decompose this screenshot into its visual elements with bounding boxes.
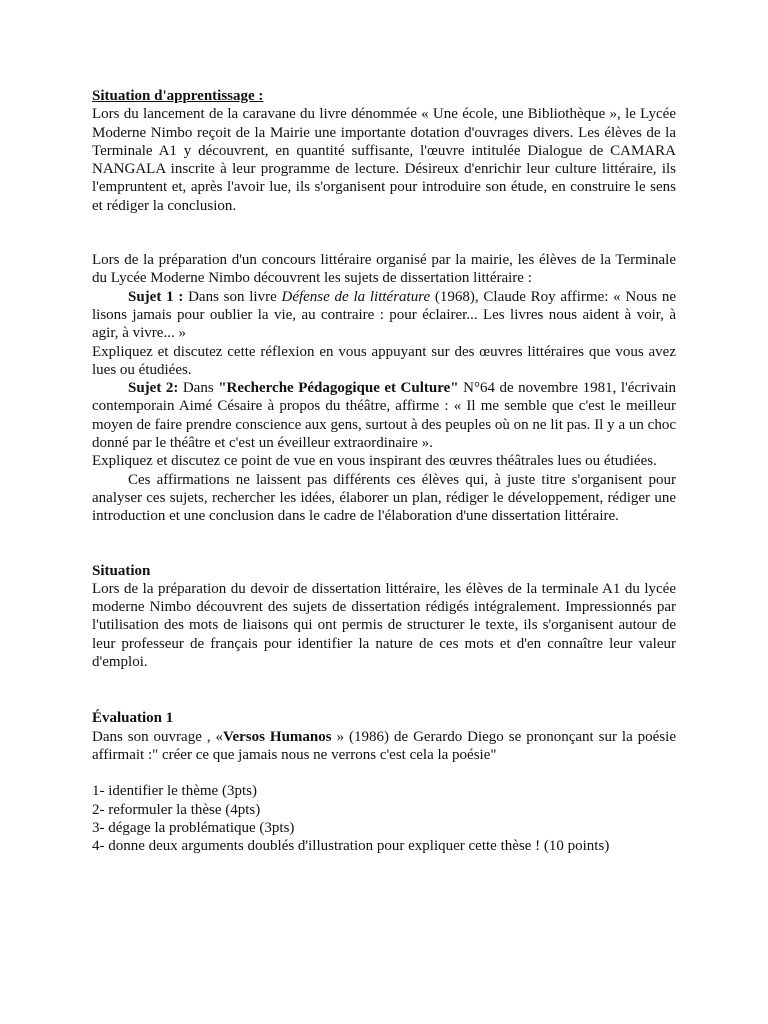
sujet-1-paragraph: [92, 288, 676, 343]
evaluation-1-post: » (1986) de Gerardo Diego se prononçant sur la poésie affirmait :" créer ce que jamais nous ne verrons c'est cela la poésie": [92, 728, 676, 763]
spacer: [92, 764, 676, 782]
spacer: [92, 215, 676, 251]
sujet-2-pre: Dans: [178, 380, 219, 397]
question-item: 1- identifier le thème (3pts): [92, 783, 257, 800]
question-item: 4- donne deux arguments doublés d'illustration pour expliquer cette thèse ! (10 points): [92, 838, 610, 855]
spacer: [92, 671, 676, 709]
instruction-2-paragraph: Expliquez et discutez ce point de vue en vous inspirant des œuvres théâtrales lues ou étudiées.: [92, 453, 657, 470]
evaluation-1-work-title: Versos Humanos: [223, 728, 332, 745]
instruction-1-paragraph: Expliquez et discutez cette réflexion en vous appuyant sur des œuvres littéraires que vous avez lues ou étudiées.: [92, 343, 676, 378]
question-item: 3- dégage la problématique (3pts): [92, 819, 295, 836]
sujet-1-label: Sujet 1 :: [128, 288, 184, 305]
sujet-1-pre: Dans son livre: [183, 288, 282, 305]
situation-paragraph: Lors de la préparation du devoir de dissertation littéraire, les élèves de la terminale A1 du lycée moderne Nimbo découvrent des sujets de dissertation rédigés intégralement. Impressionnés par l'utilisation des mots de liaisons qui ont permis de structurer le texte, ils s'organisent autour de leur professeur de français pour identifier la nature de ces mots et d'en connaître leur valeur d'emploi.: [92, 580, 676, 671]
sujet-1-post: (1968), Claude Roy affirme: « Nous ne lisons jamais pour oublier la vie, au contraire : pour éclairer... Les livres nous aident à voir, à agir, à vivre... »: [92, 288, 676, 342]
situation-apprentissage-paragraph: Lors du lancement de la caravane du livre dénommée « Une école, une Bibliothèque », le Lycée Moderne Nimbo reçoit de la Mairie une importante dotation d'ouvrages divers. Les élèves de la Terminale A1 y découvrent, en quantité suffisante, l'œuvre intitulée Dialogue de CAMARA NANGALA inscrite à leur programme de lecture. Désireux d'enrichir leur culture littéraire, ils l'empruntent et, après l'avoir lue, ils s'organisent pour introduire son étude, en construire le sens et rédiger la conclusion.: [92, 106, 676, 214]
question-list: [92, 782, 676, 855]
evaluation-1-pre: Dans son ouvrage , «: [92, 728, 224, 745]
sujet-2-paragraph: [92, 379, 676, 452]
sujet-2-post: N°64 de novembre 1981, l'écrivain contemporain Aimé Césaire à propos du théâtre, affirme : « Il me semble que c'est le meilleur moyen de faire prendre conscience aux gens, surtout à des peuples où on ne lit pas. Il y a un choc donné par le théâtre et c'est un éveilleur extraordinaire ».: [92, 380, 677, 452]
sujet-1-book-title: Défense de la littérature: [281, 288, 431, 305]
question-item: 2- reformuler la thèse (4pts): [92, 801, 261, 818]
section-heading-situation-apprentissage: Situation d'apprentissage :: [92, 88, 264, 104]
closing-paragraph: Ces affirmations ne laissent pas différents ces élèves qui, à juste titre s'organisent pour analyser ces sujets, rechercher les idées, élaborer un plan, rédiger le développement, rédiger une introduction et une conclusion dans le cadre de l'élaboration d'une dissertation littéraire.: [92, 471, 676, 525]
spacer: [92, 526, 676, 562]
sujet-2-label: Sujet 2:: [128, 380, 179, 397]
concours-intro-paragraph: Lors de la préparation d'un concours littéraire organisé par la mairie, les élèves de la Terminale du Lycée Moderne Nimbo découvrent les sujets de dissertation littéraire :: [92, 252, 676, 287]
document-page: [92, 87, 676, 855]
evaluation-1-paragraph: [92, 728, 676, 765]
section-heading-situation: Situation: [92, 562, 151, 579]
section-heading-evaluation-1: Évaluation 1: [92, 710, 174, 727]
sujet-2-review-title: "Recherche Pédagogique et Culture": [218, 380, 459, 397]
